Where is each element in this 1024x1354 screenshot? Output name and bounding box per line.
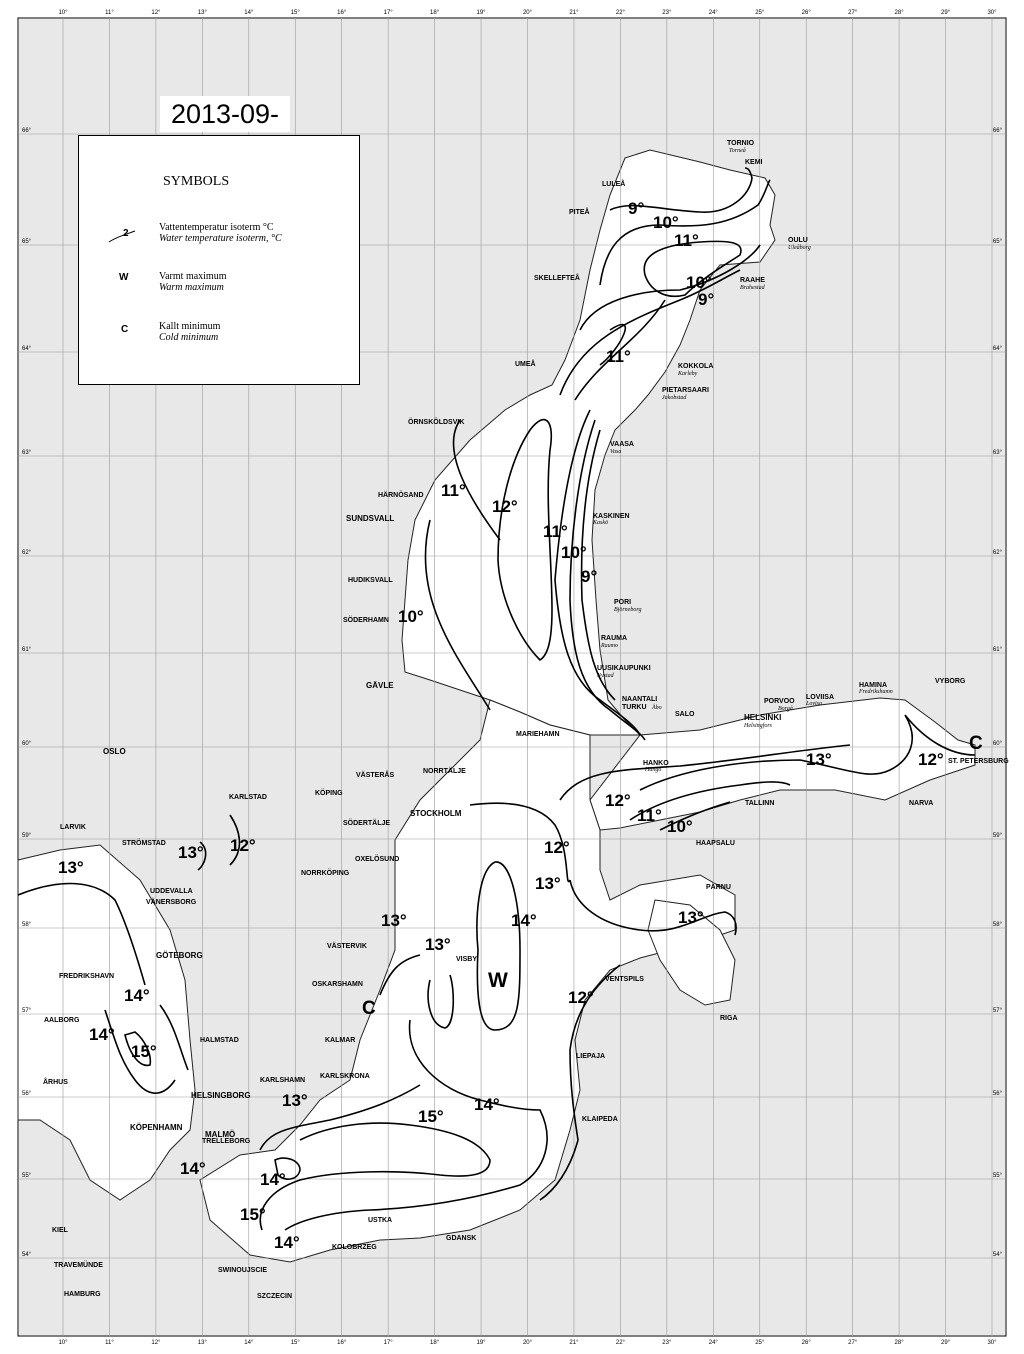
isotherm-label: 13° — [381, 911, 407, 930]
isotherm-label: 12° — [568, 988, 594, 1007]
place-loviisa-alt: Lovisa — [806, 701, 823, 707]
isotherm-label: 10° — [686, 273, 712, 292]
longitude-label: 15° — [290, 10, 300, 16]
place-arhus: ÅRHUS — [43, 1079, 68, 1086]
place-malmo: MALMÖ — [205, 1130, 236, 1139]
map-date-title: 2013-09- — [160, 96, 290, 132]
longitude-label: 29° — [941, 10, 951, 16]
place-loviisa: LOVIISA — [806, 694, 835, 701]
isotherm-label: 9° — [628, 199, 645, 218]
latitude-label: 54° — [992, 1252, 1002, 1258]
latitude-label: 60° — [992, 741, 1002, 747]
place-koping: KÖPING — [315, 790, 343, 797]
place-ustka: USTKA — [368, 1217, 393, 1224]
place-hamburg: HAMBURG — [64, 1291, 101, 1298]
place-sodertalje: SÖDERTÄLJE — [343, 820, 391, 827]
longitude-label: 26° — [801, 1340, 811, 1346]
place-kolobrzeg: KOLOBRZEG — [332, 1244, 377, 1251]
legend-isotherm-en: Water temperature isoterm, °C — [159, 233, 282, 244]
isotherm-label: 14° — [274, 1233, 300, 1252]
isotherm-label: 14° — [260, 1170, 286, 1189]
place-szczecin: SZCZECIN — [257, 1293, 292, 1300]
longitude-label: 18° — [430, 1340, 440, 1346]
longitude-label: 16° — [337, 10, 347, 16]
place-stockholm: STOCKHOLM — [410, 809, 462, 818]
legend-warm-sv: Varmt maximum — [159, 271, 227, 282]
longitude-label: 13° — [197, 10, 207, 16]
place-pori: PORI — [614, 599, 632, 606]
place-halmstad: HALMSTAD — [200, 1037, 239, 1044]
latitude-label: 56° — [992, 1091, 1002, 1097]
isotherm-label: 9° — [581, 567, 598, 586]
place-gavle: GÄVLE — [366, 681, 394, 690]
longitude-label: 19° — [476, 1340, 486, 1346]
longitude-label: 18° — [430, 10, 440, 16]
place-tallinn: TALLINN — [745, 800, 775, 807]
place-skelleftea: SKELLEFTEÅ — [534, 275, 580, 282]
place-vyborg: VYBORG — [935, 678, 966, 685]
latitude-label: 64° — [22, 346, 32, 352]
place-sundsvall: SUNDSVALL — [346, 514, 395, 523]
isotherm-label: 12° — [918, 750, 944, 769]
latitude-label: 57° — [992, 1008, 1002, 1014]
place-kalmar: KALMAR — [325, 1037, 356, 1044]
isotherm-label: 14° — [511, 911, 537, 930]
place-karlstad: KARLSTAD — [229, 794, 267, 801]
longitude-label: 23° — [662, 10, 672, 16]
place-klaipeda: KLAIPEDA — [582, 1116, 618, 1123]
isotherm-label: 15° — [418, 1107, 444, 1126]
place-helsinki-alt: Helsingfors — [744, 723, 773, 729]
latitude-label: 65° — [22, 239, 32, 245]
place-kaskinen: KASKINEN — [593, 513, 630, 520]
isotherm-label: 14° — [124, 986, 150, 1005]
place-pitea: PITEÅ — [569, 209, 590, 216]
place-lulea: LULEÅ — [602, 181, 626, 188]
latitude-label: 66° — [22, 128, 32, 134]
latitude-label: 63° — [22, 450, 32, 456]
place-rauma: RAUMA — [601, 635, 628, 642]
place-aalborg: AALBORG — [44, 1017, 80, 1024]
longitude-label: 21° — [569, 1340, 579, 1346]
latitude-label: 59° — [992, 833, 1002, 839]
place-porvoo: PORVOO — [764, 698, 795, 705]
place-salo: SALO — [675, 711, 695, 718]
longitude-label: 30° — [987, 1340, 997, 1346]
isotherm-label: 9° — [698, 290, 715, 309]
legend-isotherm-sv: Vattentemperatur isoterm °C — [159, 222, 274, 233]
longitude-label: 19° — [476, 10, 486, 16]
longitude-label: 10° — [58, 10, 68, 16]
place-larvik: LARVIK — [60, 824, 86, 831]
legend-cold-symbol: C — [121, 324, 129, 335]
warm-maximum-marker: W — [488, 969, 508, 992]
latitude-label: 54° — [22, 1252, 32, 1258]
place-mariehamn: MARIEHAMN — [516, 731, 560, 738]
place-uddevalla: UDDEVALLA — [150, 888, 193, 895]
place-raahe: RAAHE — [740, 277, 765, 284]
place-narva: NARVA — [909, 800, 934, 807]
place-harnosand: HÄRNÖSAND — [378, 492, 424, 499]
place-oskarshamn: OSKARSHAMN — [312, 981, 363, 988]
latitude-label: 58° — [992, 922, 1002, 928]
longitude-label: 11° — [105, 1340, 114, 1346]
place-uusikaupunki: UUSIKAUPUNKI — [597, 665, 651, 672]
place-helsingborg: HELSINGBORG — [191, 1091, 251, 1100]
longitude-label: 14° — [244, 10, 254, 16]
isotherm-label: 11° — [543, 522, 568, 541]
latitude-label: 65° — [992, 239, 1002, 245]
place-ventspils: VENTSPILS — [605, 976, 644, 983]
longitude-label: 12° — [151, 10, 161, 16]
legend-isotherm-symbol: 2 — [123, 228, 129, 239]
cold-minimum-marker: C — [969, 733, 983, 754]
isotherm-label: 13° — [282, 1091, 308, 1110]
isotherm-label: 11° — [674, 231, 699, 250]
legend-box — [78, 135, 360, 385]
place-liepaja: LIEPAJA — [576, 1053, 606, 1060]
place-goteborg: GÖTEBORG — [156, 951, 203, 960]
longitude-label: 24° — [708, 10, 718, 16]
isotherm-label: 13° — [678, 908, 704, 927]
latitude-label: 64° — [992, 346, 1002, 352]
place-fredrikshavn: FREDRIKSHAVN — [59, 973, 115, 980]
longitude-label: 16° — [337, 1340, 347, 1346]
legend-cold-sv: Kallt minimum — [159, 321, 221, 332]
longitude-label: 14° — [244, 1340, 254, 1346]
longitude-label: 20° — [522, 1340, 533, 1346]
place-hudiksvall: HUDIKSVALL — [348, 577, 393, 584]
longitude-label: 22° — [615, 1340, 625, 1346]
latitude-label: 59° — [22, 833, 32, 839]
place-umea: UMEÅ — [515, 361, 536, 368]
longitude-label: 15° — [290, 1340, 300, 1346]
isotherm-label: 15° — [131, 1042, 157, 1061]
isotherm-label: 13° — [58, 858, 84, 877]
longitude-label: 22° — [615, 10, 625, 16]
place-trelleborg: TRELLEBORG — [202, 1138, 251, 1145]
place-oulu-alt: Uleåborg — [788, 245, 811, 251]
place-pietarsaari-alt: Jakobstad — [662, 395, 687, 401]
latitude-label: 57° — [22, 1008, 32, 1014]
place-riga: RIGA — [720, 1015, 738, 1022]
longitude-label: 20° — [522, 10, 533, 16]
place-norrtalje: NORRTÄLJE — [423, 768, 466, 775]
place-kopenhamn: KÖPENHAMN — [130, 1123, 183, 1132]
isotherm-label: 11° — [637, 806, 662, 825]
place-parnu: PÄRNU — [706, 884, 731, 891]
place-tornio-alt: Torneå — [729, 148, 746, 154]
place-st-petersburg: ST. PETERSBURG — [948, 758, 1009, 765]
longitude-label: 17° — [383, 1340, 393, 1346]
place-vasteras: VÄSTERÅS — [356, 772, 395, 779]
place-oulu: OULU — [788, 237, 808, 244]
longitude-label: 25° — [755, 10, 765, 16]
longitude-label: 28° — [894, 1340, 904, 1346]
latitude-label: 61° — [992, 647, 1002, 653]
place-porvoo-alt: Borgå — [778, 706, 793, 712]
place-helsinki: HELSINKI — [744, 713, 782, 722]
place-turku-alt: Åbo — [652, 705, 662, 711]
longitude-label: 24° — [708, 1340, 718, 1346]
place-hamina-alt: Fredrikshamn — [859, 689, 893, 695]
isotherm-label: 14° — [474, 1095, 500, 1114]
longitude-label: 30° — [987, 10, 997, 16]
place-uusikaupunki-alt: Nystad — [597, 673, 614, 679]
place-pori-alt: Björneborg — [614, 607, 642, 613]
place-raahe-alt: Brahestad — [740, 285, 765, 291]
longitude-label: 27° — [848, 1340, 858, 1346]
place-kaskinen-alt: Kaskö — [593, 520, 608, 526]
longitude-label: 12° — [151, 1340, 161, 1346]
latitude-label: 55° — [22, 1173, 32, 1179]
longitude-label: 17° — [383, 10, 393, 16]
place-oslo: OSLO — [103, 747, 126, 756]
isotherm-label: 10° — [667, 817, 693, 836]
place-oxelosund: OXELÖSUND — [355, 856, 400, 863]
place-haapsalu: HAAPSALU — [696, 840, 735, 847]
isotherm-label: 13° — [425, 935, 451, 954]
legend-warm-symbol: W — [119, 272, 129, 283]
place-vaasa-alt: Vasa — [610, 449, 622, 455]
place-kiel: KIEL — [52, 1227, 68, 1234]
place-norrkoping: NORRKÖPING — [301, 870, 350, 877]
place-karlskrona: KARLSKRONA — [320, 1073, 370, 1080]
latitude-label: 61° — [22, 647, 32, 653]
place-tornio: TORNIO — [727, 140, 755, 147]
longitude-label: 25° — [755, 1340, 765, 1346]
place-karlshamn: KARLSHAMN — [260, 1077, 306, 1084]
longitude-label: 28° — [894, 10, 904, 16]
isotherm-label: 12° — [544, 838, 570, 857]
latitude-label: 62° — [992, 550, 1002, 556]
isotherm-label: 14° — [89, 1025, 115, 1044]
place-rauma-alt: Raumo — [601, 643, 618, 649]
place-vaasa: VAASA — [610, 441, 634, 448]
place-hanko: HANKO — [643, 760, 669, 767]
place-kokkola: KOKKOLA — [678, 363, 714, 370]
isotherm-label: 12° — [492, 497, 518, 516]
legend-title: SYMBOLS — [163, 174, 230, 189]
isotherm-label: 13° — [806, 750, 832, 769]
place-kokkola-alt: Karleby — [678, 371, 698, 377]
place-vastervik: VÄSTERVIK — [327, 943, 367, 950]
longitude-label: 10° — [58, 1340, 68, 1346]
isotherm-label: 12° — [605, 791, 631, 810]
isotherm-label: 10° — [561, 543, 587, 562]
longitude-label: 26° — [801, 10, 811, 16]
latitude-label: 63° — [992, 450, 1002, 456]
place-stromstad: STRÖMSTAD — [122, 840, 166, 847]
latitude-label: 62° — [22, 550, 32, 556]
isotherm-label: 13° — [535, 874, 561, 893]
longitude-label: 27° — [848, 10, 858, 16]
place-kemi: KEMI — [745, 159, 763, 166]
latitude-label: 60° — [22, 741, 32, 747]
isotherm-label: 14° — [180, 1159, 206, 1178]
place-ornskoldsvik: ÖRNSKÖLDSVIK — [408, 419, 465, 426]
longitude-label: 29° — [941, 1340, 951, 1346]
longitude-label: 11° — [105, 10, 114, 16]
legend-warm-en: Warm maximum — [159, 282, 224, 293]
isotherm-label: 10° — [398, 607, 424, 626]
longitude-label: 23° — [662, 1340, 672, 1346]
isotherm-symbol-icon — [107, 228, 137, 246]
place-vanersborg: VÄNERSBORG — [146, 899, 197, 906]
isotherm-label: 11° — [441, 481, 466, 500]
place-swinoujscie: SWINOUJSCIE — [218, 1267, 268, 1274]
longitude-label: 13° — [197, 1340, 207, 1346]
latitude-label: 58° — [22, 922, 32, 928]
cold-minimum-marker: C — [362, 998, 376, 1019]
place-visby: VISBY — [456, 956, 478, 963]
place-travemunde: TRAVEMÜNDE — [54, 1262, 103, 1269]
place-pietarsaari: PIETARSAARI — [662, 387, 709, 394]
isotherm-label: 13° — [178, 843, 204, 862]
latitude-label: 56° — [22, 1091, 32, 1097]
place-naantali: NAANTALI — [622, 696, 658, 703]
place-soderhamn: SÖDERHAMN — [343, 617, 389, 624]
place-turku: TURKU — [622, 704, 647, 711]
isotherm-label: 11° — [606, 347, 631, 366]
place-hanko-alt: Hangö — [645, 767, 662, 773]
longitude-label: 21° — [569, 10, 579, 16]
isotherm-label: 15° — [240, 1205, 266, 1224]
isotherm-label: 10° — [653, 213, 679, 232]
latitude-label: 55° — [992, 1173, 1002, 1179]
isotherm-label: 12° — [230, 836, 256, 855]
place-hamina: HAMINA — [859, 682, 887, 689]
place-gdansk: GDANSK — [446, 1235, 477, 1242]
latitude-label: 66° — [992, 128, 1002, 134]
legend-cold-en: Cold minimum — [159, 332, 219, 343]
